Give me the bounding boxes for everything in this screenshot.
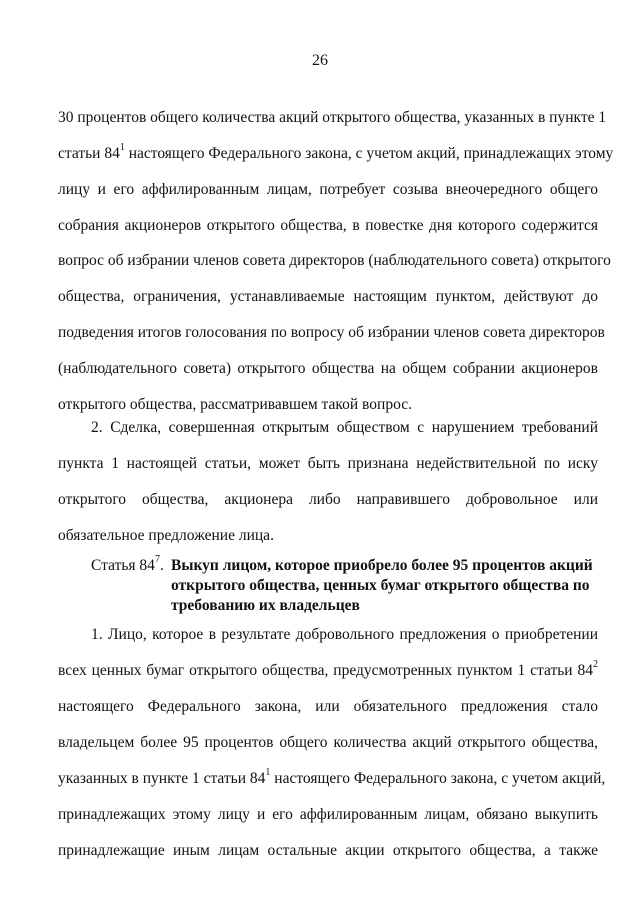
text-line [58,658,598,681]
text-line: владельцем более 95 процентов общего количества акций открытого общества, [58,734,598,751]
article-title [171,556,601,616]
text-fragment: настоящего Федерального закона, с учетом акций, принадлежащих этому [128,145,614,162]
text-line: открытого общества, акционера либо направившего добровольное или [58,491,598,508]
text-line: 30 процентов общего количества акций открытого общества, указанных в пункте 1 [58,109,607,126]
text-line: открытого общества, рассматривавшем такой вопрос. [58,396,412,413]
text-line [58,141,614,164]
superscript: 1 [119,141,125,153]
text-line: (наблюдательного совета) открытого общества на общем собрании акционеров [58,360,598,377]
superscript: 1 [265,766,271,778]
title-line: открытого общества, ценных бумаг открытого общества по [171,577,590,594]
text-line: 1. Лицо, которое в результате добровольного предложения о приобретении [91,626,598,643]
article-number [91,553,164,576]
text-line: пункта 1 настоящей статьи, может быть признана недействительной по иску [58,455,598,472]
text-fragment: статьи 84 [58,145,120,162]
title-line: Выкуп лицом, которое приобрело более 95 процентов акций [171,557,593,574]
text-line: принадлежащие иным лицам остальные акции открытого общества, а также [58,842,598,859]
text-line: 2. Сделка, совершенная открытым обществом с нарушением требований [91,419,598,436]
text-line [58,766,606,789]
text-line: обязательное предложение лица. [58,527,274,544]
text-line: общества, ограничения, устанавливаемые настоящим пунктом, действуют до [58,288,598,305]
text-line: вопрос об избрании членов совета директоров (наблюдательного совета) открытого [58,252,611,269]
text-fragment: указанных в пункте 1 статьи 84 [58,770,266,787]
text-fragment: настоящего Федерального закона, с учетом акций, [270,770,606,787]
text-fragment: Статья 84 [91,557,155,574]
page-number: 26 [312,52,328,69]
text-line: настоящего Федерального закона, или обязательного предложения стало [58,698,598,715]
text-fragment: всех ценных бумаг открытого общества, предусмотренных пунктом 1 статьи 84 [58,662,593,679]
text-fragment: . [159,557,164,574]
text-line: лицу и его аффилированным лицам, потребует созыва внеочередного общего [58,181,598,198]
text-line: подведения итогов голосования по вопросу об избрании членов совета директоров [58,324,605,341]
text-line: принадлежащих этому лицу и его аффилированным лицам, обязано выкупить [58,806,598,823]
text-line: собрания акционеров открытого общества, в повестке дня которого содержится [58,217,598,234]
title-line: требованию их владельцев [171,597,360,614]
superscript: 7 [154,553,160,565]
superscript: 2 [593,658,598,670]
